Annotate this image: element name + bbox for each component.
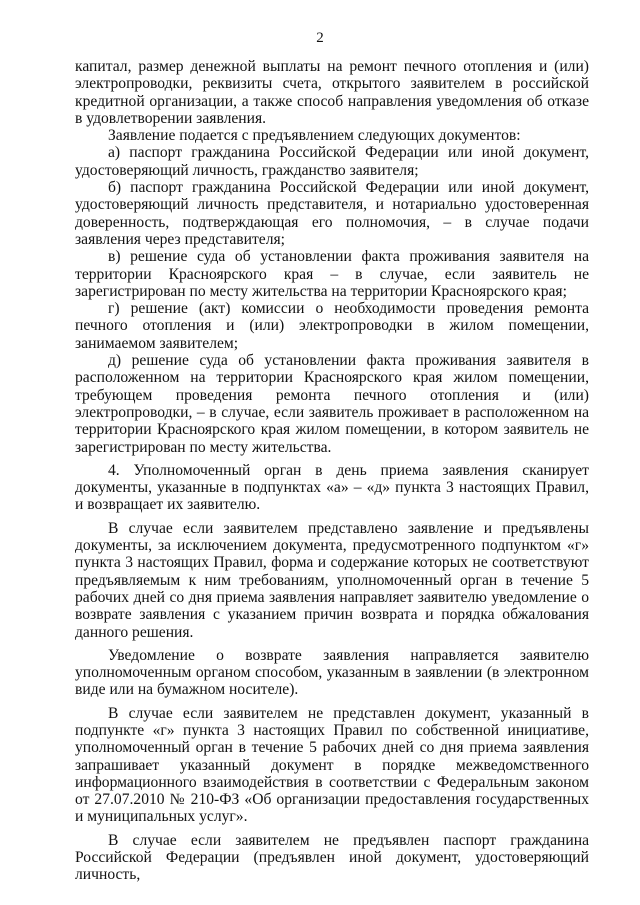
paragraph-item-d: д) решение суда об установлении факта проживания заявителя в расположенном на территории Красноярского края жилом помещении, требующем проведения ремонта печного отопления и (или) электропроводки, – в случае, если заявитель проживает в расположенном на территории Красноярского края жилом помещении, в котором заявитель не зарегистрирован по месту жительства. bbox=[75, 352, 589, 456]
paragraph-item-g: г) решение (акт) комиссии о необходимости проведения ремонта печного отопления и (или) электропроводки в жилом помещении, занимаемом заявителем; bbox=[75, 300, 589, 352]
paragraph-interagency-request: В случае если заявителем не представлен документ, указанный в подпункте «г» пункта 3 настоящих Правил по собственной инициативе, уполномоченный орган в течение 5 рабочих дней со дня приема заявления запрашивает указанный документ в порядке межведомственного информационного взаимодействия в соответствии с Федеральным законом от 27.07.2010 № 210-ФЗ «Об организации предоставления государственных и муниципальных услуг». bbox=[75, 704, 589, 826]
paragraph-passport-not-presented: В случае если заявителем не предъявлен паспорт гражданина Российской Федерации (предъявлен иной документ, удостоверяющий личность, bbox=[75, 831, 589, 884]
paragraph-item-a: а) паспорт гражданина Российской Федерации или иной документ, удостоверяющий личность, гражданство заявителя; bbox=[75, 144, 589, 179]
page-number: 2 bbox=[316, 30, 324, 46]
paragraph-documents-intro: Заявление подается с предъявлением следующих документов: bbox=[108, 127, 521, 145]
paragraph-notification-method: Уведомление о возврате заявления направляется заявителю уполномоченным органом способом, указанным в заявлении (в электронном виде или на бумажном носителе). bbox=[75, 646, 589, 699]
paragraph-item-b: б) паспорт гражданина Российской Федерации или иной документ, удостоверяющий личность представителя, и нотариально удостоверенная доверенность, подтверждающая его полномочия, – в случае подачи заявления через представителя; bbox=[75, 179, 589, 248]
document-body bbox=[75, 58, 589, 884]
paragraph-return-notice: В случае если заявителем представлено заявление и предъявлены документы, за исключением документа, предусмотренного подпунктом «г» пункта 3 настоящих Правил, форма и содержание которых не соответствуют предъявляемым к ним требованиям, уполномоченный орган в течение 5 рабочих дней со дня приема заявления направляет заявителю уведомление о возврате заявления с указанием причин возврата и порядка обжалования данного решения. bbox=[75, 519, 589, 641]
paragraph-item-v: в) решение суда об установлении факта проживания заявителя на территории Красноярского края – в случае, если заявитель не зарегистрирован по месту жительства на территории Красноярского края; bbox=[75, 248, 589, 300]
paragraph-section-4: 4. Уполномоченный орган в день приема заявления сканирует документы, указанные в подпунктах «а» – «д» пункта 3 настоящих Правил, и возвращает их заявителю. bbox=[75, 461, 589, 514]
paragraph-continuation: капитал, размер денежной выплаты на ремонт печного отопления и (или) электропроводки, реквизиты счета, открытого заявителем в российской кредитной организации, а также способ направления уведомления об отказе в удовлетворении заявления. bbox=[75, 58, 589, 127]
